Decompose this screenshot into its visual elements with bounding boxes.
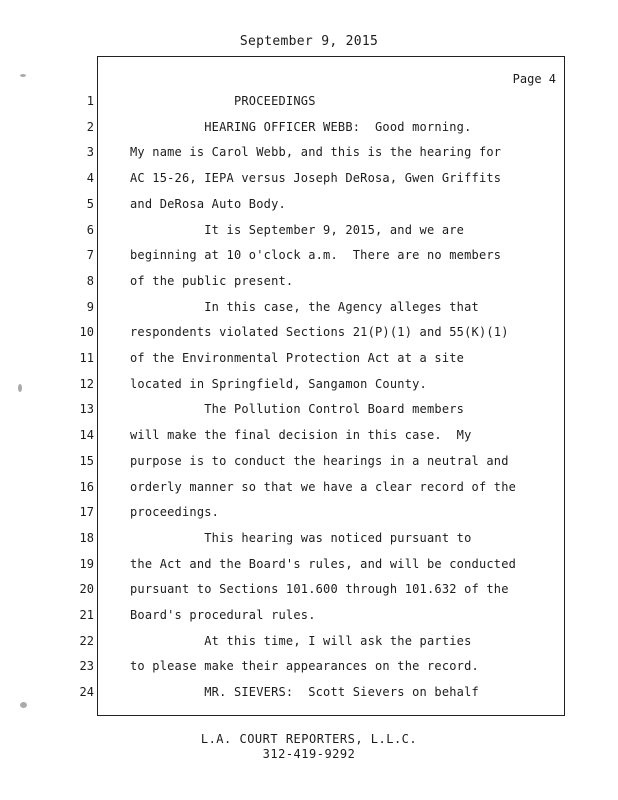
line-number: 15 bbox=[79, 453, 94, 468]
line-number: 3 bbox=[86, 145, 94, 160]
transcript-line: My name is Carol Webb, and this is the hearing for bbox=[130, 145, 502, 160]
line-number: 8 bbox=[86, 273, 94, 288]
transcript-line: and DeRosa Auto Body. bbox=[130, 196, 286, 211]
transcript-line: the Act and the Board's rules, and will be conducted bbox=[130, 556, 517, 571]
transcript-line: will make the final decision in this case. My bbox=[130, 428, 472, 443]
transcript-line: This hearing was noticed pursuant to bbox=[130, 530, 472, 545]
transcript-line: respondents violated Sections 21(P)(1) and 55(K)(1) bbox=[130, 325, 509, 340]
line-number: 21 bbox=[79, 608, 94, 622]
line-number: 6 bbox=[86, 222, 94, 237]
transcript-line: AC 15-26, IEPA versus Joseph DeRosa, Gwen Griffits bbox=[130, 171, 502, 186]
footer-phone: 312-419-9292 bbox=[262, 747, 356, 761]
line-number: 16 bbox=[79, 479, 94, 494]
line-number: 4 bbox=[86, 171, 94, 186]
line-number: 24 bbox=[79, 685, 94, 700]
transcript-line: of the Environmental Protection Act at a site bbox=[130, 351, 465, 365]
line-number: 14 bbox=[79, 428, 94, 443]
transcript-line: It is September 9, 2015, and we are bbox=[130, 222, 465, 237]
transcript-line: beginning at 10 o'clock a.m. There are no members bbox=[130, 248, 502, 263]
transcript-line: Board's procedural rules. bbox=[130, 608, 316, 622]
line-number: 19 bbox=[79, 556, 94, 571]
transcript-line: to please make their appearances on the record. bbox=[130, 659, 479, 674]
line-number: 22 bbox=[79, 633, 94, 648]
transcript-line: At this time, I will ask the parties bbox=[130, 633, 472, 648]
line-number: 17 bbox=[79, 505, 94, 520]
scan-mark bbox=[18, 384, 22, 392]
line-number: 20 bbox=[79, 582, 94, 597]
transcript-line: The Pollution Control Board members bbox=[130, 402, 465, 417]
line-number: 9 bbox=[86, 299, 94, 314]
line-number: 13 bbox=[79, 402, 94, 417]
line-number: 23 bbox=[79, 659, 94, 674]
line-number: 18 bbox=[79, 530, 94, 545]
line-number: 11 bbox=[79, 351, 94, 365]
transcript-line: pursuant to Sections 101.600 through 101.632 of the bbox=[130, 582, 509, 597]
transcript-line: purpose is to conduct the hearings in a neutral and bbox=[130, 453, 509, 468]
footer-company: L.A. COURT REPORTERS, L.L.C. bbox=[200, 732, 418, 746]
page-header-date: September 9, 2015 bbox=[239, 34, 379, 49]
line-number: 7 bbox=[86, 248, 94, 263]
transcript-line: orderly manner so that we have a clear record of the bbox=[130, 479, 517, 494]
transcript-line: MR. SIEVERS: Scott Sievers on behalf bbox=[130, 685, 479, 700]
scan-mark bbox=[20, 702, 27, 708]
line-number: 1 bbox=[86, 94, 94, 108]
transcript-line: HEARING OFFICER WEBB: Good morning. bbox=[130, 119, 472, 134]
transcript-line: located in Springfield, Sangamon County. bbox=[130, 376, 427, 391]
transcript-line: PROCEEDINGS bbox=[130, 94, 316, 108]
page-number-label: Page 4 bbox=[512, 72, 556, 86]
line-number: 2 bbox=[86, 119, 94, 134]
transcript-line: of the public present. bbox=[130, 273, 294, 288]
line-number: 10 bbox=[79, 325, 94, 340]
transcript-line: proceedings. bbox=[130, 505, 220, 520]
transcript-line: In this case, the Agency alleges that bbox=[130, 299, 479, 314]
line-number: 5 bbox=[86, 196, 94, 211]
scan-mark bbox=[20, 74, 26, 77]
line-number: 12 bbox=[79, 376, 94, 391]
